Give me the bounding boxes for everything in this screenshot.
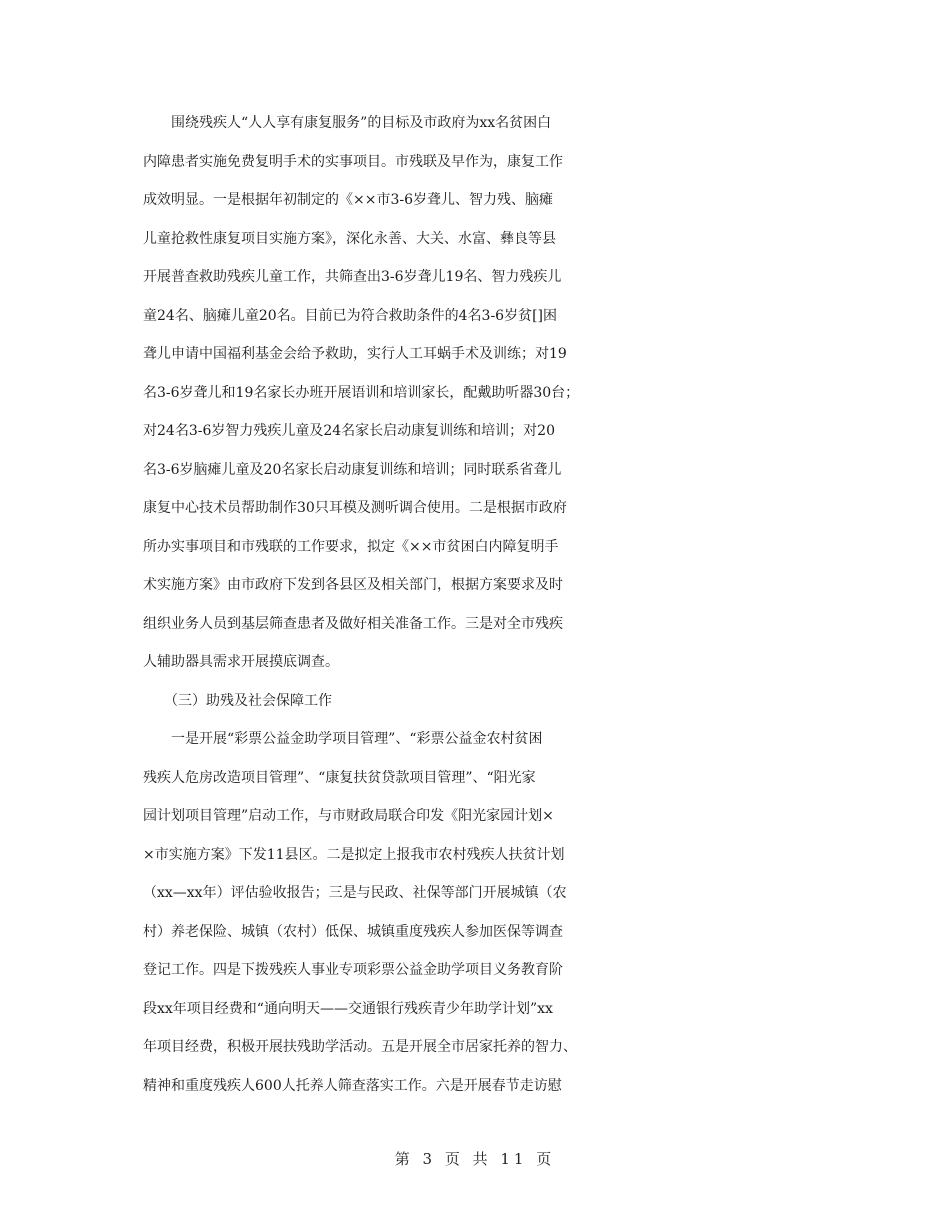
text-line: 术实施方案》由市政府下发到各县区及相关部门，根据方案要求及时 [143,577,563,593]
text-line: 年项目经费，积极开展扶残助学活动。五是开展全市居家托养的智力、 [143,1039,577,1055]
text-line: 人辅助器具需求开展摸底调查。 [143,654,339,670]
text-line: 登记工作。四是下拨残疾人事业专项彩票公益金助学项目义务教育阶 [143,962,563,978]
text-line: 聋儿申请中国福利基金会给予救助，实行人工耳蜗手术及训练；对19 [143,346,567,362]
text-line: 残疾人危房改造项目管理”、“康复扶贫贷款项目管理”、“阳光家 [143,769,536,786]
text-line: 康复中心技术员帮助制作30只耳模及测听调合使用。二是根据市政府 [143,500,567,516]
page-footer: 第 3 页 共 11 页 [394,1150,556,1168]
text-line: 内障患者实施免费复明手术的实事项目。市残联及早作为，康复工作 [143,153,563,170]
text-line: 所办实事项目和市残联的工作要求，拟定《××市贫困白内障复明手 [143,538,559,555]
text-line: 村）养老保险、城镇（农村）低保、城镇重度残疾人参加医保等调查 [143,923,563,940]
text-line: 园计划项目管理”启动工作，与市财政局联合印发《阳光家园计划× [143,808,554,824]
text-line: （xx—xx年）评估验收报告；三是与民政、社保等部门开展城镇（农 [143,885,567,901]
text-line: 围绕残疾人“人人享有康复服务”的目标及市政府为xx名贫困白 [143,115,552,131]
text-line: 开展普查救助残疾儿童工作，共筛查出3-6岁聋儿19名、智力残疾儿 [143,269,562,285]
text-line: 儿童抢救性康复项目实施方案》，深化永善、大关、水富、彝良等县 [143,230,556,247]
document-body [143,104,843,1105]
text-line: （三）助残及社会保障工作 [143,692,332,709]
text-line: ×市实施方案》下发11县区。二是拟定上报我市农村残疾人扶贫计划 [143,846,565,863]
text-line: 童24名、脑瘫儿童20名。目前已为符合救助条件的4名3-6岁贫[]困 [143,307,558,324]
text-line: 名3-6岁聋儿和19名家长办班开展语训和培训家长，配戴助听器30台； [143,384,580,401]
text-line: 名3-6岁脑瘫儿童及20名家长启动康复训练和培训；同时联系省聋儿 [143,461,562,478]
text-line: 一是开展“彩票公益金助学项目管理”、“彩票公益金农村贫困 [143,731,543,747]
text-line: 组织业务人员到基层筛查患者及做好相关准备工作。三是对全市残疾 [143,615,563,632]
text-line: 对24名3-6岁智力残疾儿童及24名家长启动康复训练和培训；对20 [143,423,555,439]
text-line: 段xx年项目经费和“通向明天——交通银行残疾青少年助学计划”xx [143,1000,553,1017]
text-line: 成效明显。一是根据年初制定的《××市3-6岁聋儿、智力残、脑瘫 [143,192,554,208]
text-line: 精神和重度残疾人600人托养人筛查落实工作。六是开展春节走访慰 [143,1077,562,1094]
